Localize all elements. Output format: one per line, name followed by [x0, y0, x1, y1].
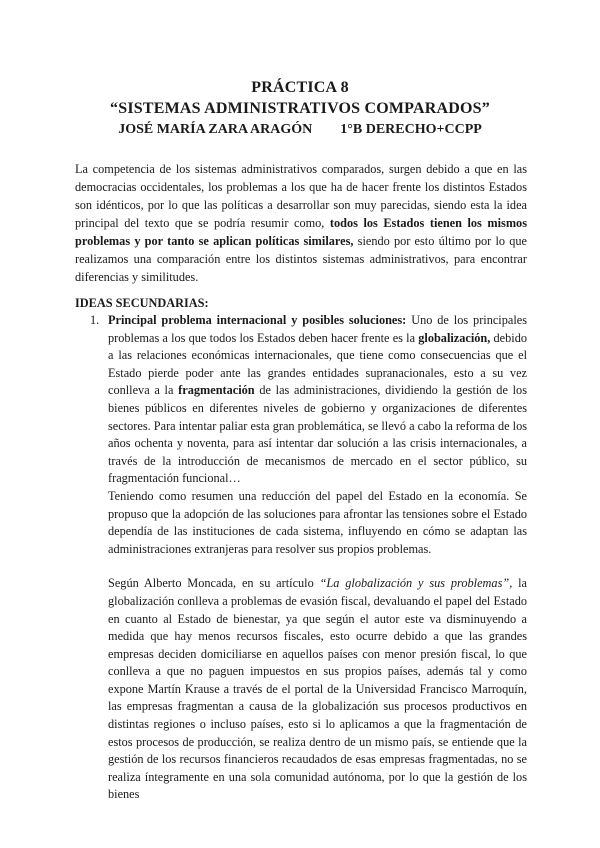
article-title: “La globalización y sus problemas” — [319, 576, 510, 591]
practice-title: PRÁCTICA 8 — [251, 79, 349, 96]
intro-text-2: siendo por esto último por lo que realizamos una comparación entre los distintos sistemas administrativos, para encontrar diferencias y similitudes. — [75, 234, 527, 284]
item-paragraph-2: Teniendo como resumen una reducción del papel del Estado en la economía. Se propuso que la adopción de las soluciones para afrontar las tensiones sobre el Estado dependía de las instituciones de cada sistema, influyendo en cómo se adaptan las administraciones extranjeras para resolver sus propios problemas. — [108, 488, 527, 556]
item-title: Principal problema internacional y posibles soluciones: — [108, 313, 407, 327]
author-name: JOSÉ MARÍA ZARA ARAGÓN — [118, 122, 313, 137]
intro-bold-thesis: todos los Estados tienen los mismos problemas y por tanto se aplican políticas similares, — [75, 216, 527, 248]
section-heading: IDEAS SECUNDARIAS: — [75, 296, 209, 310]
list-item — [108, 312, 527, 804]
list-number: 1. — [90, 313, 100, 327]
item-text: debido a las relaciones económicas internacionales, que tiene como consecuencias que el Estado pierde poder ante las grandes entidades supranacionales, esto a su vez conlleva a la — [108, 330, 527, 398]
document-title: “SISTEMAS ADMINISTRATIVOS COMPARADOS” — [110, 100, 490, 117]
intro-text-1: La competencia de los sistemas administrativos comparados, surgen debido a que en las democracias occidentales, los problemas a los que ha de hacer frente los distintos Estados son idénticos, por lo que las políticas a desarrollar son muy parecidas, siendo esta la idea principal del texto que se podría resumir como, — [75, 162, 527, 230]
paragraph-gap — [108, 558, 527, 575]
intro-paragraph — [75, 160, 527, 286]
item-text: de las administraciones, dividiendo la gestión de los bienes públicos en diferentes niveles de gobierno y organizaciones de diferentes sectores. Para intentar paliar esta gran problemática, se llevó a cabo la reforma de los años ochenta y noventa, para así intentar dar solución a las crisis internacionales, a través de la introducción de mecanismos de mercado en el sector público, su fragmentación funcional… — [108, 383, 527, 486]
author-line — [0, 120, 600, 140]
item-text: Uno de los principales problemas a los que todos los Estados deben hacer frente es la — [108, 313, 527, 345]
item-keyword-fragmentation: fragmentación — [178, 383, 255, 398]
item-text: Según Alberto Moncada, en su artículo — [108, 576, 320, 591]
title-block — [0, 78, 600, 140]
course-name: 1°B DERECHO+CCPP — [340, 122, 482, 137]
item-paragraph-1 — [108, 312, 527, 488]
item-paragraph-3 — [108, 575, 527, 804]
item-text: , la globalización conlleva a problemas de evasión fiscal, devaluando el papel del Estado en cuanto al Estado de bienestar, ya que según el autor este va disminuyendo a medida que hay menos recursos fiscales, esto ocurre debido a que las grandes empresas deciden domiciliarse en aquellos países con menor presión fiscal, lo que conlleva a que no paguen impuestos en sus propios países, además tal y como expone Martín Krause a través de el portal de la Universidad Francisco Marroquín, las empresas fragmentan a causa de la globalización sus procesos productivos en distintas regiones o incluso países, esto si lo aplicamos a que la fragmentación de estos procesos de producción, se realiza dentro de un mismo país, se entiende que la gestión de los recursos financieros recaudados de esas empresas fragmentadas, no se realiza íntegramente en una sola comunidad autónoma, por lo que la gestión de los bienes — [108, 576, 527, 802]
item-keyword-globalization: globalización, — [418, 330, 491, 345]
